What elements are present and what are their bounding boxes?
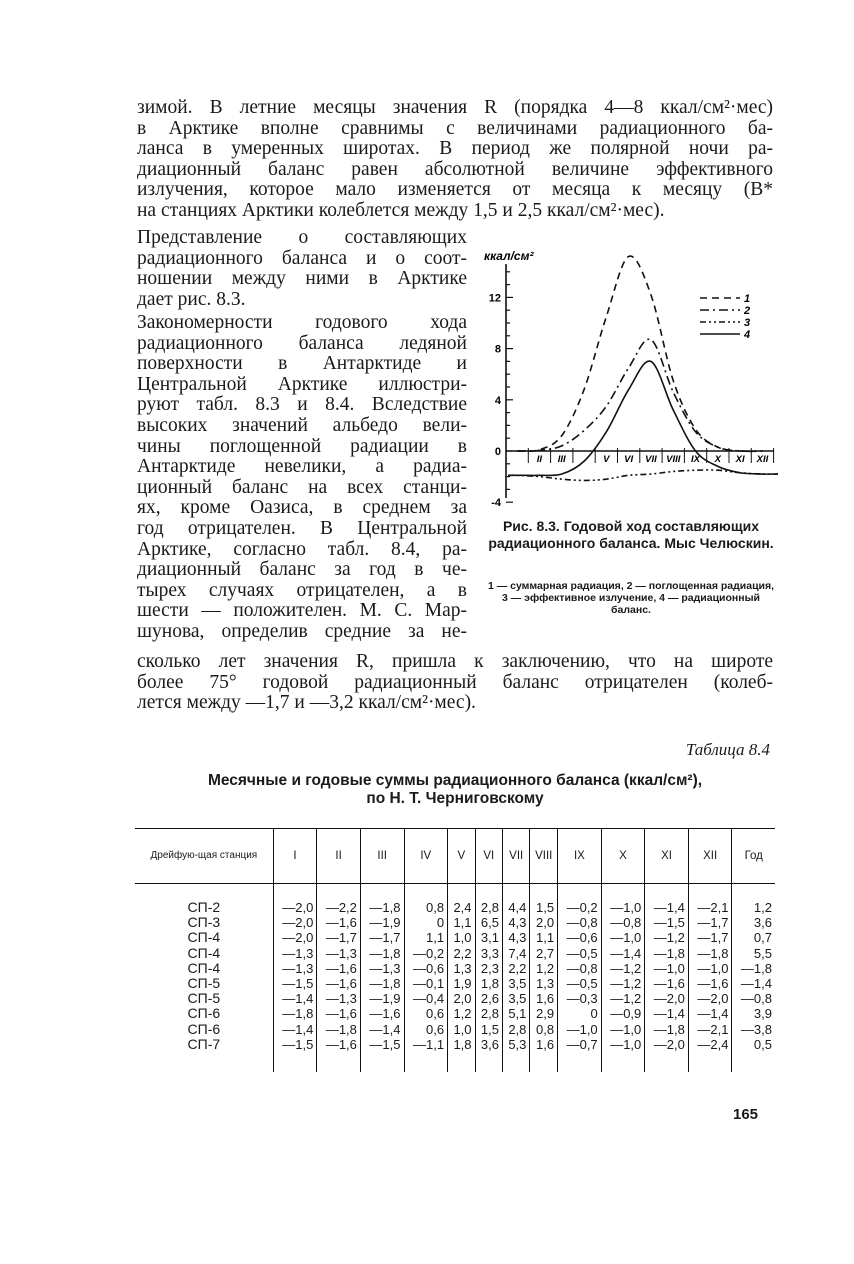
value-cell: 0 xyxy=(404,915,448,930)
paragraph-annual-course xyxy=(137,313,467,643)
value-cell: 1,3 xyxy=(530,976,558,991)
value-cell: 2,2 xyxy=(448,946,475,961)
text-line: ланса в умеренных широтах. В период же полярной ночи ра- xyxy=(137,138,773,160)
value-cell: 7,4 xyxy=(502,946,529,961)
value-cell: —1,5 xyxy=(645,915,689,930)
value-cell: —1,2 xyxy=(601,976,645,991)
text-line: ях, кроме Оазиса, в среднем за xyxy=(137,497,467,519)
value-cell: 2,8 xyxy=(502,1022,529,1037)
value-cell: 2,6 xyxy=(475,991,502,1006)
x-tick-label: III xyxy=(557,454,566,465)
value-cell: —0,9 xyxy=(601,1006,645,1021)
value-cell: —0,8 xyxy=(558,961,602,976)
value-cell: 1,6 xyxy=(530,1037,558,1072)
station-cell: СП-6 xyxy=(187,1005,221,1022)
table-label: Таблица 8.4 xyxy=(685,740,770,759)
table-row xyxy=(135,961,775,976)
radiation-balance-table xyxy=(135,828,775,1072)
value-cell: 1,1 xyxy=(530,930,558,945)
value-cell: —0,6 xyxy=(404,961,448,976)
text-line: диационный баланс за год в че- xyxy=(137,559,467,581)
value-cell: —0,5 xyxy=(558,976,602,991)
value-cell: 2,8 xyxy=(475,1006,502,1021)
value-cell: 1,2 xyxy=(448,1006,475,1021)
value-cell: —3,8 xyxy=(732,1022,775,1037)
value-cell: 3,5 xyxy=(502,976,529,991)
text-line: ношении между ними в Арктике xyxy=(137,268,467,290)
value-cell: —1,0 xyxy=(601,1037,645,1072)
value-cell: —0,8 xyxy=(732,991,775,1006)
value-cell: —1,3 xyxy=(273,961,317,976)
value-cell: —2,0 xyxy=(645,1037,689,1072)
figure-caption: Рис. 8.3. Годовой ход составляющих радиационного баланса. Мыс Челюскин. xyxy=(488,518,774,551)
value-cell: —1,0 xyxy=(601,930,645,945)
text-line: дает рис. 8.3. xyxy=(137,288,246,310)
value-cell: —1,7 xyxy=(317,930,361,945)
value-cell: 2,0 xyxy=(448,991,475,1006)
station-cell: СП-6 xyxy=(187,1020,221,1037)
series-line-2 xyxy=(517,339,762,451)
value-cell: —0,6 xyxy=(558,930,602,945)
legend-key-3: 3 xyxy=(744,317,751,329)
value-cell: 0,6 xyxy=(404,1006,448,1021)
value-cell: 1,9 xyxy=(448,976,475,991)
value-cell: 4,4 xyxy=(502,884,529,916)
value-cell: —0,2 xyxy=(558,884,602,916)
station-cell: СП-5 xyxy=(187,975,221,992)
value-cell: 0,7 xyxy=(732,930,775,945)
station-cell: СП-2 xyxy=(187,899,221,915)
x-tick-label: II xyxy=(536,454,543,465)
value-cell: 5,5 xyxy=(732,946,775,961)
paragraph-conclusion xyxy=(137,652,773,714)
column-header: II xyxy=(317,829,361,884)
x-tick-label: XI xyxy=(735,454,745,465)
value-cell: —2,0 xyxy=(645,991,689,1006)
value-cell: —1,2 xyxy=(645,930,689,945)
value-cell: 1,2 xyxy=(530,961,558,976)
table-row xyxy=(135,1006,775,1021)
value-cell: —2,0 xyxy=(273,915,317,930)
table-row xyxy=(135,930,775,945)
value-cell: —1,0 xyxy=(645,961,689,976)
column-header: Год xyxy=(732,829,775,884)
text-line: излучения, которое мало изменяется от месяца к месяцу (B* xyxy=(137,179,773,201)
value-cell: —1,9 xyxy=(360,915,404,930)
value-cell: 2,4 xyxy=(448,884,475,916)
value-cell: —1,4 xyxy=(732,976,775,991)
text-line: на станциях Арктики колеблется между 1,5 и 2,5 ккал/см²·мес). xyxy=(137,199,665,221)
value-cell: —2,1 xyxy=(688,884,732,916)
text-line: поверхности в Антарктиде и xyxy=(137,353,467,375)
y-tick-label: 8 xyxy=(494,343,501,356)
value-cell: —2,1 xyxy=(688,1022,732,1037)
text-line: сколько лет значения R, пришла к заключению, что на широте xyxy=(137,651,773,672)
text-line: диационный баланс равен абсолютной величине эффективного xyxy=(137,158,773,180)
value-cell: —0,2 xyxy=(404,946,448,961)
value-cell: 1,2 xyxy=(732,884,775,916)
y-tick-label: 4 xyxy=(494,394,501,407)
value-cell: 3,9 xyxy=(732,1006,775,1021)
value-cell: 0,8 xyxy=(404,884,448,916)
value-cell: —1,8 xyxy=(360,946,404,961)
value-cell: —1,2 xyxy=(601,961,645,976)
value-cell: 5,1 xyxy=(502,1006,529,1021)
value-cell: —1,4 xyxy=(273,991,317,1006)
value-cell: —2,0 xyxy=(688,991,732,1006)
value-cell: —1,4 xyxy=(645,1006,689,1021)
value-cell: —1,5 xyxy=(273,1037,317,1072)
table-row xyxy=(135,915,775,930)
value-cell: —1,8 xyxy=(317,1022,361,1037)
value-cell: 0 xyxy=(558,1006,602,1021)
value-cell: 1,1 xyxy=(448,915,475,930)
value-cell: —1,6 xyxy=(317,976,361,991)
value-cell: 4,3 xyxy=(502,915,529,930)
text-line: чины поглощенной радиации в xyxy=(137,435,467,457)
value-cell: 1,8 xyxy=(475,976,502,991)
x-tick-label: VIII xyxy=(666,454,681,465)
value-cell: —1,6 xyxy=(317,961,361,976)
value-cell: 3,5 xyxy=(502,991,529,1006)
text-line: радиационного баланса и о соот- xyxy=(137,247,467,269)
text-line: Закономерности годового хода xyxy=(137,312,467,333)
y-tick-label: -4 xyxy=(491,497,501,510)
value-cell: —1,7 xyxy=(688,930,732,945)
value-cell: —0,8 xyxy=(558,915,602,930)
value-cell: 1,0 xyxy=(448,1022,475,1037)
value-cell: 1,1 xyxy=(404,930,448,945)
x-tick-label: VII xyxy=(645,454,657,465)
value-cell: —1,1 xyxy=(404,1037,448,1072)
text-line: радиационного баланса ледяной xyxy=(137,332,467,354)
value-cell: —0,3 xyxy=(558,991,602,1006)
y-unit-label: ккал/см² xyxy=(484,249,534,263)
value-cell: —2,2 xyxy=(317,884,361,916)
value-cell: —1,9 xyxy=(360,991,404,1006)
column-header: IV xyxy=(404,829,448,884)
page-number: 165 xyxy=(733,1106,759,1123)
value-cell: —1,4 xyxy=(273,1022,317,1037)
value-cell: 1,5 xyxy=(530,884,558,916)
text-line: зимой. В летние месяцы значения R (порядка 4—8 ккал/см²·мес) xyxy=(137,97,773,118)
value-cell: —1,7 xyxy=(360,930,404,945)
paragraph-figure-intro xyxy=(137,228,467,310)
value-cell: —1,3 xyxy=(360,961,404,976)
value-cell: —2,0 xyxy=(273,930,317,945)
value-cell: —1,8 xyxy=(645,1022,689,1037)
value-cell: —1,4 xyxy=(360,1022,404,1037)
value-cell: —1,6 xyxy=(645,976,689,991)
value-cell: 1,8 xyxy=(448,1037,475,1072)
text-line: лется между —1,7 и —3,2 ккал/см²·мес). xyxy=(137,692,476,714)
value-cell: 2,7 xyxy=(530,946,558,961)
text-line: год отрицателен. В Центральной xyxy=(137,517,467,539)
value-cell: —0,5 xyxy=(558,946,602,961)
value-cell: 6,5 xyxy=(475,915,502,930)
value-cell: —1,8 xyxy=(645,946,689,961)
column-header: V xyxy=(448,829,475,884)
station-cell: СП-4 xyxy=(187,929,221,946)
text-line: Антарктиде невелики, а радиа- xyxy=(137,456,467,478)
table-row xyxy=(135,976,775,991)
figure-8-3-chart xyxy=(478,240,778,510)
station-cell: СП-3 xyxy=(187,914,221,931)
text-line: Арктике, согласно табл. 8.4, ра- xyxy=(137,538,467,560)
value-cell: —1,6 xyxy=(360,1006,404,1021)
column-header: XI xyxy=(645,829,689,884)
table-title-line-2: по Н. Т. Черниговскому xyxy=(366,790,544,807)
value-cell: —2,4 xyxy=(688,1037,732,1072)
value-cell: 1,0 xyxy=(448,930,475,945)
column-header: III xyxy=(360,829,404,884)
value-cell: —1,3 xyxy=(317,946,361,961)
value-cell: 3,1 xyxy=(475,930,502,945)
value-cell: 3,6 xyxy=(475,1037,502,1072)
value-cell: —1,2 xyxy=(601,991,645,1006)
y-tick-label: 12 xyxy=(488,292,501,305)
value-cell: 0,8 xyxy=(530,1022,558,1037)
figure-legend-text: 1 — суммарная радиация, 2 — поглощенная радиация, 3 — эффективное излучение, 4 — радиационный баланс. xyxy=(487,580,775,616)
table-row xyxy=(135,1037,775,1072)
column-header: XII xyxy=(688,829,732,884)
value-cell: 5,3 xyxy=(502,1037,529,1072)
table-title xyxy=(137,772,773,808)
station-cell: СП-7 xyxy=(187,1035,221,1052)
value-cell: —1,6 xyxy=(317,915,361,930)
column-header: IX xyxy=(558,829,602,884)
column-header: VI xyxy=(475,829,502,884)
column-header-station: Дрейфую-щая станция xyxy=(135,829,273,884)
value-cell: —1,6 xyxy=(688,976,732,991)
column-header: VII xyxy=(502,829,529,884)
table-header-row xyxy=(135,829,775,884)
text-line: Центральной Арктике иллюстри- xyxy=(137,373,467,395)
table-body xyxy=(135,884,775,1073)
text-line: шести — положителен. М. С. Мар- xyxy=(137,600,467,622)
value-cell: —1,8 xyxy=(360,976,404,991)
value-cell: 1,3 xyxy=(448,961,475,976)
legend-key-1: 1 xyxy=(744,293,751,305)
table-row xyxy=(135,1022,775,1037)
x-tick-label: VI xyxy=(624,454,634,465)
x-tick-label: V xyxy=(603,454,610,465)
value-cell: 4,3 xyxy=(502,930,529,945)
value-cell: —1,0 xyxy=(601,884,645,916)
value-cell: —0,8 xyxy=(601,915,645,930)
value-cell: —1,8 xyxy=(360,884,404,916)
value-cell: 1,6 xyxy=(530,991,558,1006)
legend-key-4: 4 xyxy=(744,329,751,341)
table-row xyxy=(135,884,775,916)
column-header: X xyxy=(601,829,645,884)
value-cell: 2,9 xyxy=(530,1006,558,1021)
series-line-1 xyxy=(517,256,762,451)
table-title-line-1: Месячные и годовые суммы радиационного баланса (ккал/см²), xyxy=(207,772,703,789)
x-tick-label: X xyxy=(714,454,722,465)
value-cell: —1,7 xyxy=(688,915,732,930)
value-cell: 2,0 xyxy=(530,915,558,930)
station-cell: СП-5 xyxy=(187,990,221,1007)
value-cell: —1,4 xyxy=(688,1006,732,1021)
text-line: тырех случаях отрицателен, а в xyxy=(137,579,467,601)
station-cell: СП-4 xyxy=(187,944,221,961)
y-tick-label: 0 xyxy=(494,446,501,458)
value-cell: 3,3 xyxy=(475,946,502,961)
station-cell: СП-4 xyxy=(187,959,221,976)
value-cell: —0,7 xyxy=(558,1037,602,1072)
text-line: руют табл. 8.3 и 8.4. Вследствие xyxy=(137,394,467,416)
x-tick-label: IX xyxy=(691,454,701,465)
value-cell: —1,4 xyxy=(645,884,689,916)
value-cell: —1,0 xyxy=(601,1022,645,1037)
column-header: VIII xyxy=(530,829,558,884)
x-tick-label: XII xyxy=(756,454,769,465)
value-cell: —1,8 xyxy=(273,1006,317,1021)
value-cell: —1,6 xyxy=(317,1037,361,1072)
value-cell: —1,3 xyxy=(317,991,361,1006)
paragraph-intro xyxy=(137,98,773,222)
table-row xyxy=(135,991,775,1006)
value-cell: 2,3 xyxy=(475,961,502,976)
value-cell: 2,2 xyxy=(502,961,529,976)
column-header: I xyxy=(273,829,317,884)
table-row xyxy=(135,946,775,961)
value-cell: 3,6 xyxy=(732,915,775,930)
value-cell: —1,6 xyxy=(317,1006,361,1021)
text-line: шунова, определив средние за не- xyxy=(137,620,467,642)
value-cell: 0,6 xyxy=(404,1022,448,1037)
value-cell: —1,3 xyxy=(273,946,317,961)
legend-key-2: 2 xyxy=(744,305,751,317)
text-line: ционный баланс на всех станци- xyxy=(137,476,467,498)
value-cell: 0,5 xyxy=(732,1037,775,1072)
value-cell: —1,0 xyxy=(558,1022,602,1037)
value-cell: —1,4 xyxy=(601,946,645,961)
text-line: в Арктике вполне сравнимы с величинами радиационного ба- xyxy=(137,117,773,139)
value-cell: —1,5 xyxy=(360,1037,404,1072)
value-cell: 1,5 xyxy=(475,1022,502,1037)
value-cell: —1,0 xyxy=(688,961,732,976)
value-cell: —0,1 xyxy=(404,976,448,991)
value-cell: —1,8 xyxy=(688,946,732,961)
value-cell: 2,8 xyxy=(475,884,502,916)
value-cell: —0,4 xyxy=(404,991,448,1006)
text-line: высоких значений альбедо вели- xyxy=(137,414,467,436)
text-line: Представление о составляющих xyxy=(137,227,467,248)
value-cell: —2,0 xyxy=(273,884,317,916)
text-line: более 75° годовой радиационный баланс отрицателен (колеб- xyxy=(137,671,773,693)
value-cell: —1,8 xyxy=(732,961,775,976)
value-cell: —1,5 xyxy=(273,976,317,991)
